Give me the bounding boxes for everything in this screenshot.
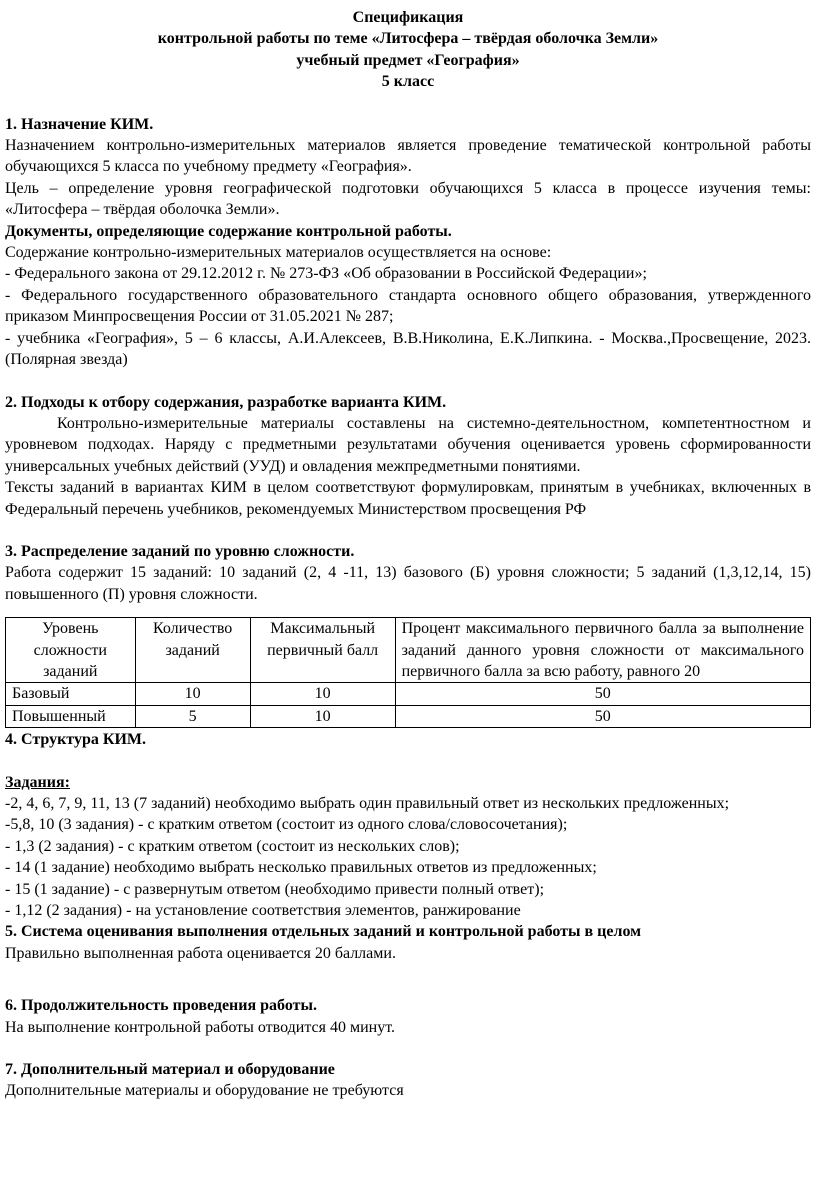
table-cell-max-score: 10 — [250, 705, 395, 727]
blank-line — [5, 605, 811, 615]
section-1-list-item: - Федерального закона от 29.12.2012 г. № 273-ФЗ «Об образовании в Российской Федерации»; — [5, 265, 647, 283]
table-row-basic — [6, 683, 811, 705]
table-header-level: Уровень сложности заданий — [6, 618, 136, 683]
section-2-paragraph: Тексты заданий в вариантах КИМ в целом соответствуют формулировкам, принятым в учебниках, включенных в Федеральный перечень учебников, рекомендуемых Министерством просвещения РФ — [5, 479, 811, 518]
section-6-heading: 6. Продолжительность проведения работы. — [5, 997, 317, 1015]
table-cell-level: Повышенный — [6, 705, 136, 727]
blank-line — [5, 371, 811, 392]
blank-line — [5, 751, 811, 772]
title-line-3: учебный предмет «География» — [296, 51, 520, 69]
section-6-paragraph: На выполнение контрольной работы отводится 40 минут. — [5, 1018, 396, 1036]
table-cell-count: 5 — [135, 705, 250, 727]
title-line-1: Спецификация — [352, 9, 464, 26]
section-3-distribution — [5, 541, 811, 605]
table-cell-percent: 50 — [395, 705, 810, 727]
section-1-subheading-documents: Документы, определяющие содержание контрольной работы. — [5, 222, 452, 240]
title-line-4: 5 класс — [381, 73, 435, 91]
section-1-paragraph: Цель – определение уровня географической подготовки обучающихся 5 класса в процессе изучения темы: «Литосфера – твёрдая оболочка Земли». — [5, 179, 811, 219]
section-1-purpose — [5, 114, 811, 371]
table-header-row — [6, 618, 811, 683]
task-type-item: -5,8, 10 (3 задания) - с кратким ответом (состоит из одного слова/словосочетания); — [5, 816, 568, 834]
section-1-paragraph: Содержание контрольно-измерительных материалов осуществляется на основе: — [5, 244, 552, 262]
section-6-duration — [5, 995, 811, 1038]
section-3-paragraph: Работа содержит 15 заданий: 10 заданий (2, 4 -11, 13) базового (Б) уровня сложности; 5 заданий (1,3,12,14, 15) повышенного (П) уровня сложности. — [5, 564, 811, 603]
task-type-item: -2, 4, 6, 7, 9, 11, 13 (7 заданий) необходимо выбрать один правильный ответ из нескольких предложенных; — [5, 795, 730, 812]
title-line-2: контрольной работы по теме «Литосфера – твёрдая оболочка Земли» — [157, 30, 659, 48]
table-cell-level: Базовый — [6, 683, 136, 705]
table-cell-percent: 50 — [395, 683, 810, 705]
section-4-heading: 4. Структура КИМ. — [5, 731, 146, 749]
table-header-count: Количество заданий — [135, 618, 250, 683]
blank-line — [5, 985, 811, 995]
table-cell-count: 10 — [135, 683, 250, 705]
blank-line — [5, 964, 811, 985]
document-title — [5, 7, 811, 93]
section-5-heading: 5. Система оценивания выполнения отдельных заданий и контрольной работы в целом — [5, 923, 642, 941]
section-5-paragraph: Правильно выполненная работа оценивается 20 баллами. — [5, 944, 396, 962]
section-4-structure — [5, 729, 811, 921]
section-1-list-item: - Федерального государственного образовательного стандарта основного общего образования, утвержденного приказом Минпросвещения России от 31.05.2021 № 287; — [5, 286, 811, 326]
table-header-percent: Процент максимального первичного балла за выполнение заданий данного уровня сложности от максимального первичного балла за всю работу, равного 20 — [395, 618, 810, 683]
section-2-approaches — [5, 392, 811, 520]
section-7-materials — [5, 1059, 811, 1102]
table-cell-max-score: 10 — [250, 683, 395, 705]
section-7-paragraph: Дополнительные материалы и оборудование не требуются — [5, 1082, 404, 1100]
blank-line — [5, 520, 811, 541]
task-type-item: - 15 (1 задание) - с развернутым ответом (необходимо привести полный ответ); — [5, 880, 545, 898]
task-type-item: - 14 (1 задание) необходимо выбрать несколько правильных ответов из предложенных; — [5, 859, 597, 877]
task-type-item: - 1,12 (2 задания) - на установление соответствия элементов, ранжирование — [5, 902, 521, 920]
section-4-subheading-tasks: Задания: — [5, 773, 70, 791]
section-1-list-item: - учебника «География», 5 – 6 классы, А.И.Алексеев, В.В.Николина, Е.К.Липкина. - Москва.,Просвещение, 2023. (Полярная звезда) — [5, 329, 811, 369]
task-type-item: - 1,3 (2 задания) - с кратким ответом (состоит из нескольких слов); — [5, 837, 460, 855]
table-row-advanced — [6, 705, 811, 727]
section-5-grading — [5, 921, 811, 964]
section-2-heading: 2. Подходы к отбору содержания, разработке варианта КИМ. — [5, 393, 447, 411]
table-header-max-score: Максимальный первичный балл — [250, 618, 395, 683]
section-7-heading: 7. Дополнительный материал и оборудование — [5, 1061, 335, 1079]
difficulty-levels-table — [5, 617, 811, 728]
section-2-paragraph: Контрольно-измерительные материалы составлены на системно-деятельностном, компетентностном и уровневом подходах. Наряду с предметными результатами обучения оценивается уровень сформированности универсальных учебных действий (УУД) и овладения межпредметными понятиями. — [5, 414, 811, 475]
blank-line — [5, 93, 811, 114]
blank-line — [5, 1038, 811, 1059]
section-1-heading: 1. Назначение КИМ. — [5, 115, 154, 133]
section-3-heading: 3. Распределение заданий по уровню сложности. — [5, 542, 355, 560]
section-1-paragraph: Назначением контрольно-измерительных материалов является проведение тематической контрольной работы обучающихся 5 класса по учебному предмету «География». — [5, 137, 811, 176]
